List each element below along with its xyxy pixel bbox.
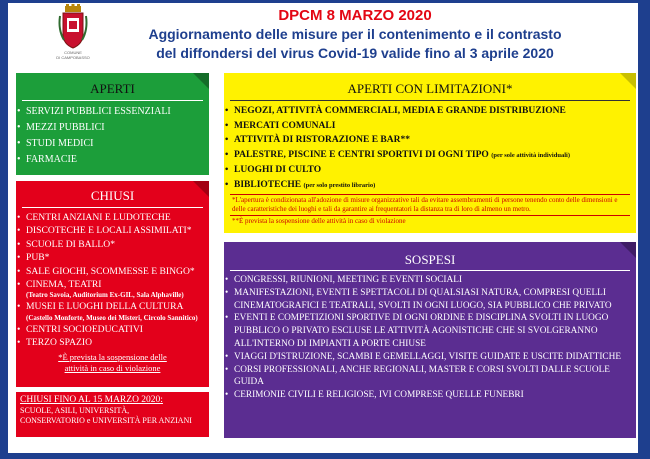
list-item: • CERIMONIE CIVILI E RELIGIOSE, IVI COMPRESE QUELLE FUNEBRI (224, 389, 636, 402)
list-item: • CENTRI SOCIOEDUCATIVI (16, 323, 209, 336)
list-item: • CINEMA, TEATRI (16, 278, 209, 291)
list-item-label: BIBLIOTECHE (234, 179, 302, 190)
musei-detail: (Castello Monforte, Museo dei Misteri, Circolo Sannitico) (26, 313, 198, 322)
title-date: DPCM 8 MARZO 2020 (278, 7, 432, 24)
list-item: • STUDI MEDICI (16, 136, 209, 152)
list-item: • SERVIZI PUBBLICI ESSENZIALI (16, 104, 209, 120)
divider (230, 100, 630, 101)
list-item: • TERZO SPAZIO (16, 336, 209, 349)
list-item-detail: (per solo prestito librario) (303, 181, 376, 189)
page-title (120, 7, 590, 63)
chiusi-panel (16, 181, 209, 387)
list-item: • DISCOTECHE E LOCALI ASSIMILATI* (16, 224, 209, 237)
limitazioni-corner-fold (620, 73, 636, 89)
title-line-2: Aggiornamento delle misure per il contenimento e il contrasto (148, 26, 562, 42)
sospesi-panel (224, 242, 636, 438)
sospesi-heading: SOSPESI (404, 252, 456, 267)
list-item: • PUB* (16, 251, 209, 264)
list-item: • SALE GIOCHI, SCOMMESSE E BINGO* (16, 265, 209, 278)
cinema-detail: (Teatro Savoia, Auditorium Ex-GIL, Sala Alphaville) (26, 291, 184, 300)
title-line-3: del diffondersi del virus Covid-19 valide fino al 3 aprile 2020 (156, 45, 554, 61)
divider (22, 207, 203, 208)
logo-caption-2: DI CAMPOBASSO (56, 55, 90, 60)
aperti-panel (16, 73, 209, 175)
limitazioni-list (224, 104, 636, 193)
list-item: • CONGRESSI, RIUNIONI, MEETING E EVENTI SOCIALI (224, 274, 636, 287)
list-item: • ATTIVITÀ DI RISTORAZIONE E BAR** (224, 133, 636, 148)
divider (230, 270, 630, 271)
list-item: • MERCATI COMUNALI (224, 119, 636, 134)
limitazioni-heading: APERTI CON LIMITAZIONI* (347, 81, 513, 96)
crest-icon (56, 4, 90, 50)
list-item: • MEZZI PUBBLICI (16, 120, 209, 136)
list-item: • VIAGGI D'ISTRUZIONE, SCAMBI E GEMELLAGGI, VISITE GUIDATE E USCITE DIDATTICHE (224, 351, 636, 364)
list-item: • MUSEI E LUOGHI DELLA CULTURA (16, 300, 209, 313)
chiusi-heading: CHIUSI (90, 188, 135, 203)
list-item (224, 178, 636, 194)
list-item: • CENTRI ANZIANI E LUDOTECHE (16, 211, 209, 224)
list-item: • SCUOLE DI BALLO* (16, 238, 209, 251)
sospesi-list (224, 274, 636, 402)
divider (22, 100, 203, 101)
sospesi-corner-fold (620, 242, 636, 258)
fino-line-1: SCUOLE, ASILI, UNIVERSITÀ, (20, 406, 130, 415)
aperti-corner-fold (193, 73, 215, 95)
fino-heading: CHIUSI FINO AL 15 MARZO 2020: (20, 395, 163, 405)
list-item-detail: (per sole attività individuali) (491, 151, 570, 159)
limitazioni-note-1: *L'apertura è condizionata all'adozione di misure organizzative tali da evitare assembramenti di persone tenendo conto delle dimensioni e delle caratteristiche dei luoghi e tali da garantire ai frequentatori la distanza tra di loro di almeno un metro. (232, 196, 618, 213)
chiusi-fino-panel (16, 392, 209, 437)
chiusi-note-2: attività in caso di violazione (64, 362, 161, 373)
aperti-heading: APERTI (90, 81, 135, 96)
list-item: • FARMACIE (16, 152, 209, 168)
chiusi-note-1: *È prevista la sospensione delle (58, 351, 167, 362)
municipal-crest (56, 4, 90, 60)
list-item: • LUOGHI DI CULTO (224, 163, 636, 178)
chiusi-corner-fold (193, 181, 215, 203)
aperti-list (16, 104, 209, 168)
list-item: • CORSI PROFESSIONALI, ANCHE REGIONALI, MASTER E CORSI SVOLTI DALLE SCUOLE GUIDA (224, 364, 636, 390)
fino-line-2: CONSERVATORIO e UNIVERSITÀ PER ANZIANI (20, 416, 192, 425)
list-item (224, 148, 636, 164)
list-item: • EVENTI E COMPETIZIONI SPORTIVE DI OGNI ORDINE E DISCIPLINA SVOLTI IN LUOGO PUBBLICO O PRIVATO ESCLUSE LE ATTIVITÀ AGONISTICHE CHE SI SVOLGERANNO ALL'INTERNO DI IMPIANTI A PORTE CHIUSE (224, 312, 636, 350)
divider (230, 194, 630, 195)
list-item: • NEGOZI, ATTIVITÀ COMMERCIALI, MEDIA E GRANDE DISTRIBUZIONE (224, 104, 636, 119)
list-item-label: PALESTRE, PISCINE E CENTRI SPORTIVI DI OGNI TIPO (234, 149, 489, 160)
limitazioni-note-2: **È prevista la sospensione delle attività in caso di violazione (232, 217, 406, 225)
chiusi-list (16, 211, 209, 291)
logo-caption-1: COMUNE (64, 50, 82, 55)
list-item: • MANIFESTAZIONI, EVENTI E SPETTACOLI DI QUALSIASI NATURA, COMPRESI QUELLI CINEMATOGRAFICI E TEATRALI, SVOLTI IN OGNI LUOGO, SIA PUBBLICO CHE PRIVATO (224, 287, 636, 313)
limitazioni-panel (224, 73, 636, 233)
divider (230, 215, 630, 216)
